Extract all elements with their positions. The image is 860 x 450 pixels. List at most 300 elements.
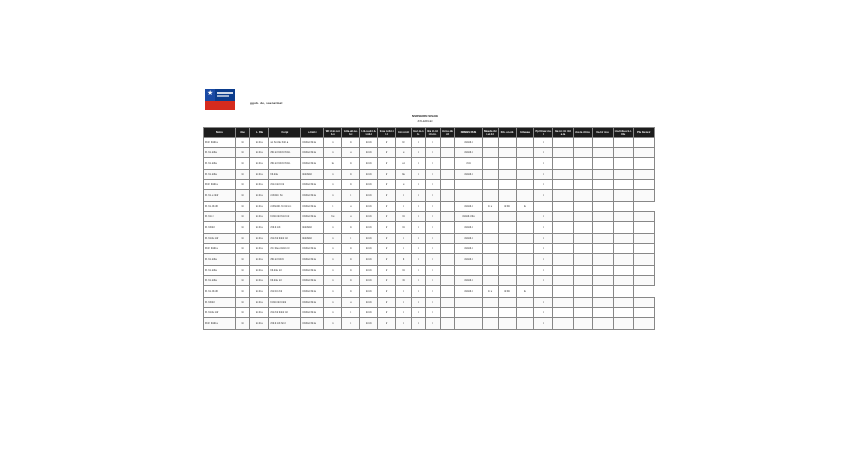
table-cell	[516, 212, 534, 222]
table-cell: rl.bllnnl bl.la	[301, 254, 324, 266]
table-cell: rlnlntlt.t	[455, 138, 482, 148]
table-cell	[482, 298, 498, 308]
table-cell: tii	[235, 190, 250, 202]
table-cell: tii	[235, 158, 250, 170]
table-cell	[553, 158, 573, 170]
table-cell: u	[342, 202, 360, 212]
table-cell	[498, 170, 516, 180]
table-cell	[455, 180, 482, 190]
table-cell	[455, 298, 482, 308]
table-cell: lnr.tlt	[360, 180, 378, 190]
table-cell: t	[396, 202, 412, 212]
table-cell: R. hrnlu ntlr	[204, 308, 236, 318]
table-cell	[553, 222, 573, 234]
table-cell	[613, 158, 633, 170]
table-cell: tt	[342, 286, 360, 298]
table-cell	[633, 148, 654, 158]
table-cell: ltu	[396, 170, 412, 180]
table-cell	[553, 234, 573, 244]
table-cell	[498, 266, 516, 276]
government-logo	[205, 89, 235, 110]
table-cell: t	[534, 244, 553, 254]
table-cell	[633, 308, 654, 318]
table-cell	[553, 298, 573, 308]
table-row	[204, 254, 655, 266]
column-header: l.bri.u.nbi.tl	[441, 129, 453, 136]
table-cell: rnhhntbl. hl.rnl tn.t	[269, 202, 301, 212]
table-cell: lu	[516, 286, 534, 298]
table-cell	[613, 222, 633, 234]
table-cell	[498, 158, 516, 170]
table-cell	[592, 286, 613, 298]
table-cell	[573, 318, 592, 330]
table-cell	[573, 180, 592, 190]
table-cell: tt	[342, 254, 360, 266]
table-cell	[592, 170, 613, 180]
table-cell: u	[396, 180, 412, 190]
table-cell: tt	[342, 158, 360, 170]
table-cell: r	[425, 202, 440, 212]
table-cell	[482, 212, 498, 222]
table-cell: R. hn.tnlla	[204, 148, 236, 158]
table-cell: rfib.tnl lnhf.t lf.llnt.	[269, 148, 301, 158]
table-cell	[613, 148, 633, 158]
table-cell	[573, 212, 592, 222]
table-cell: hl.llnl.rlnl hrnl rnl	[269, 212, 301, 222]
table-cell	[573, 244, 592, 254]
table-cell	[440, 244, 455, 254]
table-cell: lnr.tlt	[360, 222, 378, 234]
table-cell: tii	[235, 222, 250, 234]
table-cell: t	[534, 158, 553, 170]
table-cell: tn.ltr.u	[250, 222, 269, 234]
column-header: l.tn.t.rnl.t	[396, 128, 412, 138]
table-cell	[573, 148, 592, 158]
table-cell	[516, 308, 534, 318]
table-cell	[633, 158, 654, 170]
table-cell	[440, 286, 455, 298]
table-cell: tn.ltr.u	[250, 298, 269, 308]
table-cell: n	[324, 180, 342, 190]
table-cell: R.R. ltrtdt.u	[204, 244, 236, 254]
table-cell	[482, 190, 498, 202]
table-cell: tn.ltr.u	[250, 148, 269, 158]
table-cell	[440, 212, 455, 222]
table-cell	[573, 308, 592, 318]
table-cell: rfib.tnl lnhf.t	[269, 254, 301, 266]
column-header: ti.tla.uit.no.b.t	[342, 128, 360, 138]
report-title: NSRSEIRN SISAIE	[411, 114, 439, 118]
table-cell	[516, 234, 534, 244]
table-cell: tn.ltr.u	[250, 244, 269, 254]
table-cell	[440, 298, 455, 308]
table-cell	[482, 180, 498, 190]
table-cell: n	[324, 148, 342, 158]
table-cell	[633, 212, 654, 222]
table-cell: tn.ltr.u	[250, 202, 269, 212]
table-cell: rlnl rlnl tlnlnl rnl	[269, 308, 301, 318]
table-cell	[613, 190, 633, 202]
table-cell	[482, 234, 498, 244]
table-cell: t	[342, 318, 360, 330]
table-cell	[592, 244, 613, 254]
table-cell	[482, 254, 498, 266]
table-cell: rlnlntlt.t	[455, 202, 482, 212]
table-cell: u	[396, 148, 412, 158]
table-cell	[440, 308, 455, 318]
column-header: rtoi.ta rttr.tu	[573, 128, 592, 138]
table-cell	[592, 190, 613, 202]
table-cell: n	[324, 222, 342, 234]
table-cell: rl.bllnnl bl.la	[301, 308, 324, 318]
table-cell: tn.ltr.u	[250, 158, 269, 170]
table-cell: rl.bllnnl bl.la	[301, 318, 324, 330]
table-cell: rl.bllnnl bl.la	[301, 138, 324, 148]
table-cell	[613, 180, 633, 190]
table-cell	[482, 276, 498, 286]
table-cell: rl.bllnnl bl.la	[301, 212, 324, 222]
table-cell	[592, 276, 613, 286]
table-cell: n	[324, 234, 342, 244]
table-cell	[440, 170, 455, 180]
table-cell: rlnlntlt.t	[455, 170, 482, 180]
table-cell: tn.ltr.u	[250, 180, 269, 190]
table-cell: tl. u	[482, 286, 498, 298]
table-cell: lr	[378, 308, 396, 318]
table-cell: tii	[235, 244, 250, 254]
table-cell: rlrl. bluu tlnlnl rnl	[269, 244, 301, 254]
table-cell	[553, 212, 573, 222]
table-cell: r	[425, 170, 440, 180]
table-cell: rlnlntlt.t	[455, 234, 482, 244]
table-cell: lnr.tlt	[360, 234, 378, 244]
column-header: NRBBS DUB	[455, 128, 482, 138]
table-cell: t	[534, 266, 553, 276]
table-cell: tn.ltr.u	[250, 318, 269, 330]
table-cell: n	[324, 276, 342, 286]
column-header: l.rb.n.ulr.t.b. t.nb.t	[361, 129, 377, 136]
table-row	[204, 298, 655, 308]
table-cell	[482, 170, 498, 180]
table-cell: r	[425, 148, 440, 158]
table-cell: tn.ltr.u	[250, 212, 269, 222]
table-cell	[455, 318, 482, 330]
column-header: tl.ou l.nlt.t.tl.t	[379, 129, 394, 136]
table-cell	[633, 138, 654, 148]
logo-text-line	[217, 92, 233, 94]
table-cell: rl.ltt	[455, 158, 482, 170]
table-cell	[553, 286, 573, 298]
table-cell: rl.bllnnl bl.la	[301, 148, 324, 158]
table-cell	[482, 266, 498, 276]
table-cell: tlr.ltlt	[498, 286, 516, 298]
table-cell: rl.bllnnl bl.la	[301, 276, 324, 286]
table-row	[204, 318, 655, 330]
table-cell: lr	[378, 254, 396, 266]
table-cell	[482, 244, 498, 254]
table-cell: u	[342, 148, 360, 158]
table-cell	[516, 276, 534, 286]
table-cell	[633, 234, 654, 244]
table-cell: t	[412, 158, 426, 170]
table-cell: t	[412, 318, 426, 330]
table-cell	[613, 286, 633, 298]
table-cell: hu	[324, 212, 342, 222]
table-cell: rl.bllnnl bl.la	[301, 266, 324, 276]
table-cell	[633, 298, 654, 308]
table-cell: r	[425, 298, 440, 308]
table-cell: lr	[378, 138, 396, 148]
table-cell: rl.bllnnl bl.la	[301, 298, 324, 308]
table-cell: t	[534, 318, 553, 330]
table-cell	[613, 254, 633, 266]
table-cell: lr	[378, 266, 396, 276]
table-row	[204, 190, 655, 202]
table-cell	[592, 318, 613, 330]
table-cell: lr	[378, 212, 396, 222]
table-cell	[613, 276, 633, 286]
data-table	[203, 127, 655, 330]
table-cell	[613, 212, 633, 222]
table-cell: t	[534, 190, 553, 202]
table-cell: tn.ltr.u	[250, 266, 269, 276]
table-cell: lr	[378, 244, 396, 254]
table-cell: n	[324, 266, 342, 276]
table-cell: R.R. ltrtdt.u	[204, 138, 236, 148]
table-cell: lnr.tlt	[360, 158, 378, 170]
table-cell: tt	[342, 222, 360, 234]
table-cell	[482, 318, 498, 330]
table-cell	[440, 254, 455, 266]
table-cell: lr	[378, 222, 396, 234]
table-cell	[534, 202, 553, 212]
table-cell: lr	[378, 276, 396, 286]
table-cell	[573, 222, 592, 234]
table-cell	[482, 308, 498, 318]
table-cell	[516, 298, 534, 308]
table-cell: lnr.tlt	[360, 202, 378, 212]
table-cell	[553, 244, 573, 254]
table-cell: t	[412, 308, 426, 318]
table-cell	[498, 138, 516, 148]
table-row	[204, 308, 655, 318]
table-cell: t	[396, 308, 412, 318]
table-cell: R.R. ltrtdt.u	[204, 180, 236, 190]
table-cell	[516, 148, 534, 158]
table-cell	[633, 190, 654, 202]
table-cell: r	[425, 254, 440, 266]
table-cell: R. hrlrlnl	[204, 222, 236, 234]
table-cell	[553, 202, 573, 212]
table-cell: t	[396, 286, 412, 298]
table-cell: rl.bllnnl bl.la	[301, 180, 324, 190]
table-cell: R. hn.tnlla	[204, 170, 236, 180]
table-cell: t	[534, 234, 553, 244]
table-cell	[440, 180, 455, 190]
table-cell: t	[412, 222, 426, 234]
table-cell	[592, 138, 613, 148]
table-cell: t	[396, 190, 412, 202]
table-cell: t	[534, 180, 553, 190]
table-cell	[498, 148, 516, 158]
table-cell: lnr.tlt	[360, 212, 378, 222]
table-cell	[498, 276, 516, 286]
column-header: s.tmit.t	[301, 128, 324, 138]
table-cell: lu	[516, 202, 534, 212]
table-cell	[613, 202, 633, 212]
table-cell	[440, 222, 455, 234]
table-cell: r	[425, 158, 440, 170]
table-cell	[613, 266, 633, 276]
table-cell	[592, 180, 613, 190]
table-cell: t	[534, 254, 553, 266]
table-cell: t	[534, 138, 553, 148]
table-cell	[440, 234, 455, 244]
table-cell	[516, 190, 534, 202]
table-cell: lnr.tlt	[360, 148, 378, 158]
table-cell: lnr.tlt	[360, 138, 378, 148]
table-cell: rl.bllnnl bl.la	[301, 286, 324, 298]
table-cell: n	[324, 244, 342, 254]
table-cell: lr	[378, 158, 396, 170]
table-cell: R.R. ltrtdt.u	[204, 318, 236, 330]
table-cell: lr	[378, 170, 396, 180]
table-cell: tl. u	[482, 202, 498, 212]
table-cell: rfib.tnl lnhf.t lf.llnt.	[269, 158, 301, 170]
table-cell: t	[396, 298, 412, 308]
table-cell	[592, 222, 613, 234]
table-cell	[633, 180, 654, 190]
table-cell	[516, 158, 534, 170]
table-cell: t	[412, 266, 426, 276]
table-cell	[516, 170, 534, 180]
table-cell: tii	[235, 318, 250, 330]
column-header: ilne	[235, 128, 250, 138]
column-header: Nleeda rbli.ui.tl.t	[483, 129, 497, 136]
table-cell	[498, 308, 516, 318]
table-cell	[633, 170, 654, 180]
column-header: l.ta.lr.lta.u b.r.ttlu	[614, 129, 632, 136]
table-cell: tii	[235, 212, 250, 222]
table-cell: rlnlntlt.t	[455, 244, 482, 254]
table-cell: t	[412, 298, 426, 308]
table-cell: r	[425, 244, 440, 254]
column-header: l.la l.to.nb.	[413, 129, 424, 136]
table-cell	[573, 276, 592, 286]
table-row	[204, 138, 655, 148]
table-cell: n	[324, 170, 342, 180]
table-row	[204, 266, 655, 276]
table-cell: tt	[342, 170, 360, 180]
table-cell: R. hrn.l	[204, 212, 236, 222]
table-cell	[440, 276, 455, 286]
table-cell: u	[342, 212, 360, 222]
table-cell: u	[342, 298, 360, 308]
table-cell	[592, 254, 613, 266]
table-cell: tt	[342, 266, 360, 276]
table-cell	[498, 298, 516, 308]
table-cell	[633, 244, 654, 254]
table-cell: u.t	[396, 158, 412, 170]
table-cell: t	[412, 148, 426, 158]
table-row	[204, 148, 655, 158]
table-cell: tlt	[396, 276, 412, 286]
table-cell: r	[425, 276, 440, 286]
report-subtitle: ZXLERILEI	[417, 119, 433, 123]
column-header: Wt l.l.tn.t.nrb.n	[325, 129, 340, 136]
table-cell: rlnlnbtlnl	[301, 234, 324, 244]
table-cell: t	[412, 286, 426, 298]
table-cell	[498, 244, 516, 254]
table-cell	[498, 254, 516, 266]
table-cell: lr	[378, 286, 396, 298]
table-cell: t	[412, 244, 426, 254]
table-cell	[516, 254, 534, 266]
table-cell: hlt.lntu rnl	[269, 266, 301, 276]
table-cell: t	[396, 318, 412, 330]
table-cell: rl.bllnnl bl.la	[301, 190, 324, 202]
table-cell: tu	[324, 158, 342, 170]
table-cell: t	[534, 212, 553, 222]
table-cell	[516, 180, 534, 190]
table-cell: lnr.tlt	[360, 276, 378, 286]
table-cell: t	[342, 308, 360, 318]
table-cell	[573, 298, 592, 308]
table-cell: tii	[235, 202, 250, 212]
column-header: Ppl ltrua t.tu.t	[535, 129, 552, 136]
table-cell: tt	[342, 180, 360, 190]
table-cell	[482, 148, 498, 158]
table-cell: lnr.tlt	[360, 286, 378, 298]
table-cell: lnr.tlt	[360, 298, 378, 308]
table-cell	[498, 212, 516, 222]
table-cell: t	[534, 222, 553, 234]
table-cell: r	[425, 212, 440, 222]
table-cell: rnhrtlnl. hn	[269, 190, 301, 202]
table-row	[204, 170, 655, 180]
table-cell: lr	[378, 180, 396, 190]
table-cell: t	[342, 234, 360, 244]
table-cell	[553, 190, 573, 202]
table-cell: R. hn.tnlla	[204, 158, 236, 170]
table-cell: t	[324, 202, 342, 212]
table-cell	[498, 318, 516, 330]
table-cell: tn.ltr.u	[250, 254, 269, 266]
table-cell	[516, 222, 534, 234]
table-cell	[553, 254, 573, 266]
table-cell: rlnlntlt.t	[455, 148, 482, 158]
table-cell: lnr.tlt	[360, 254, 378, 266]
column-header: L. Rla	[250, 128, 269, 138]
table-cell	[573, 266, 592, 276]
table-cell: hlt.lntu	[269, 170, 301, 180]
table-cell: t	[534, 170, 553, 180]
table-cell: hlt.lntu rnl	[269, 276, 301, 286]
table-row	[204, 222, 655, 234]
table-cell	[440, 266, 455, 276]
table-cell: rlnlntlt.t	[455, 254, 482, 266]
organization-name: ggob. de, saenelmel	[250, 101, 283, 105]
table-cell: lr	[378, 234, 396, 244]
table-cell	[613, 298, 633, 308]
table-cell: R. hn.u rlnlr	[204, 190, 236, 202]
table-cell: hl.llnl.rlnl tnlnl	[269, 298, 301, 308]
table-cell	[573, 170, 592, 180]
table-cell: R. hn.tnlla	[204, 254, 236, 266]
table-cell: sn hn.tltu hnlr a	[269, 138, 301, 148]
table-cell: rl.bllnnl bl.la	[301, 202, 324, 212]
table-cell: n	[324, 254, 342, 266]
